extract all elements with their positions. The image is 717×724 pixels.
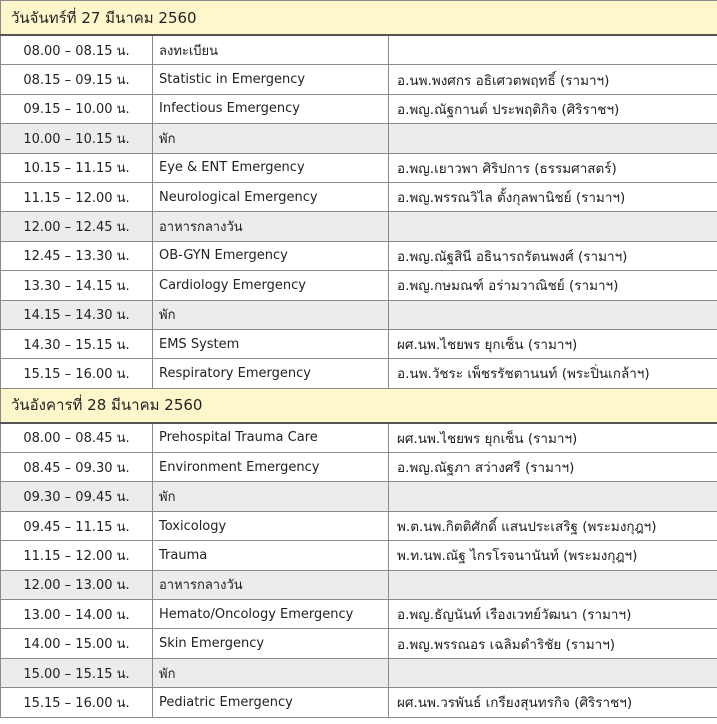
lecturer-cell: อ.พญ.เยาวพา ศิริปการ (ธรรมศาสตร์) (389, 153, 717, 182)
lecturer-cell (389, 124, 717, 153)
topic-cell: อาหารกลางวัน (153, 212, 389, 241)
session-row (1, 65, 717, 94)
lecturer-cell: พ.ต.นพ.กิตติศักดิ์ แสนประเสริฐ (พระมงกุฎฯ) (389, 511, 717, 540)
lecturer-cell (389, 570, 717, 599)
topic-cell: Environment Emergency (153, 453, 389, 482)
lecturer-cell: อ.พญ.ณัฐภา สว่างศรี (รามาฯ) (389, 453, 717, 482)
time-cell: 11.15 – 12.00 น. (1, 182, 153, 211)
break-row (1, 482, 717, 511)
time-cell: 13.00 – 14.00 น. (1, 600, 153, 629)
session-row (1, 153, 717, 182)
topic-cell: OB-GYN Emergency (153, 241, 389, 270)
lecturer-cell: ผศ.นพ.ไชยพร ยุกเซ็น (รามาฯ) (389, 329, 717, 358)
break-row (1, 570, 717, 599)
lecturer-cell (389, 212, 717, 241)
lecturer-cell: ผศ.นพ.ไชยพร ยุกเซ็น (รามาฯ) (389, 423, 717, 453)
topic-cell: EMS System (153, 329, 389, 358)
topic-cell: Infectious Emergency (153, 94, 389, 123)
topic-cell: Pediatric Emergency (153, 688, 389, 717)
topic-cell: ลงทะเบียน (153, 35, 389, 65)
time-cell: 14.00 – 15.00 น. (1, 629, 153, 658)
break-row (1, 300, 717, 329)
topic-cell: พัก (153, 482, 389, 511)
topic-cell: อาหารกลางวัน (153, 570, 389, 599)
session-row (1, 271, 717, 300)
time-cell: 10.15 – 11.15 น. (1, 153, 153, 182)
topic-cell: พัก (153, 658, 389, 687)
lecturer-cell: อ.นพ.พงศกร อธิเศวตพฤทธิ์ (รามาฯ) (389, 65, 717, 94)
lecturer-cell (389, 35, 717, 65)
lecturer-cell: พ.ท.นพ.ณัฐ ไกรโรจนานันท์ (พระมงกุฎฯ) (389, 541, 717, 570)
time-cell: 15.00 – 15.15 น. (1, 658, 153, 687)
topic-cell: Eye & ENT Emergency (153, 153, 389, 182)
session-row (1, 241, 717, 270)
lecturer-cell: ผศ.นพ.วรพันธ์ เกรียงสุนทรกิจ (ศิริราชฯ) (389, 688, 717, 717)
topic-cell: Neurological Emergency (153, 182, 389, 211)
lecturer-cell: อ.พญ.พรรณอร เฉลิมดำริชัย (รามาฯ) (389, 629, 717, 658)
session-row (1, 629, 717, 658)
day-header (1, 388, 717, 423)
topic-cell: Prehospital Trauma Care (153, 423, 389, 453)
time-cell: 12.45 – 13.30 น. (1, 241, 153, 270)
topic-cell: Statistic in Emergency (153, 65, 389, 94)
day-title: วันอังคารที่ 28 มีนาคม 2560 (1, 388, 717, 423)
topic-cell: Toxicology (153, 511, 389, 540)
topic-cell: Trauma (153, 541, 389, 570)
time-cell: 13.30 – 14.15 น. (1, 271, 153, 300)
time-cell: 15.15 – 16.00 น. (1, 359, 153, 388)
lecturer-cell (389, 482, 717, 511)
time-cell: 09.15 – 10.00 น. (1, 94, 153, 123)
time-cell: 14.30 – 15.15 น. (1, 329, 153, 358)
session-row (1, 688, 717, 717)
time-cell: 14.15 – 14.30 น. (1, 300, 153, 329)
lecturer-cell (389, 658, 717, 687)
topic-cell: พัก (153, 300, 389, 329)
lecturer-cell: อ.พญ.พรรณวิไล ตั้งกุลพานิชย์ (รามาฯ) (389, 182, 717, 211)
time-cell: 09.45 – 11.15 น. (1, 511, 153, 540)
session-row (1, 329, 717, 358)
topic-cell: Cardiology Emergency (153, 271, 389, 300)
lecturer-cell: อ.พญ.ธัญนันท์ เรืองเวทย์วัฒนา (รามาฯ) (389, 600, 717, 629)
time-cell: 08.45 – 09.30 น. (1, 453, 153, 482)
day-title: วันจันทร์ที่ 27 มีนาคม 2560 (1, 1, 717, 36)
lecturer-cell: อ.พญ.กษมณฑ์ อร่ามวาณิชย์ (รามาฯ) (389, 271, 717, 300)
session-row (1, 35, 717, 65)
time-cell: 15.15 – 16.00 น. (1, 688, 153, 717)
session-row (1, 94, 717, 123)
day-header (1, 1, 717, 36)
break-row (1, 212, 717, 241)
time-cell: 12.00 – 13.00 น. (1, 570, 153, 599)
time-cell: 09.30 – 09.45 น. (1, 482, 153, 511)
time-cell: 10.00 – 10.15 น. (1, 124, 153, 153)
topic-cell: Hemato/Oncology Emergency (153, 600, 389, 629)
time-cell: 11.15 – 12.00 น. (1, 541, 153, 570)
time-cell: 12.00 – 12.45 น. (1, 212, 153, 241)
session-row (1, 541, 717, 570)
session-row (1, 359, 717, 388)
time-cell: 08.15 – 09.15 น. (1, 65, 153, 94)
lecturer-cell: อ.พญ.ณัฐสินี อธินารถรัตนพงศ์ (รามาฯ) (389, 241, 717, 270)
session-row (1, 182, 717, 211)
topic-cell: Skin Emergency (153, 629, 389, 658)
topic-cell: พัก (153, 124, 389, 153)
break-row (1, 658, 717, 687)
break-row (1, 124, 717, 153)
lecturer-cell (389, 300, 717, 329)
time-cell: 08.00 – 08.15 น. (1, 35, 153, 65)
session-row (1, 453, 717, 482)
session-row (1, 600, 717, 629)
session-row (1, 423, 717, 453)
lecturer-cell: อ.นพ.วัชระ เพ็ชรรัชตานนท์ (พระปิ่นเกล้าฯ) (389, 359, 717, 388)
topic-cell: Respiratory Emergency (153, 359, 389, 388)
time-cell: 08.00 – 08.45 น. (1, 423, 153, 453)
session-row (1, 511, 717, 540)
lecturer-cell: อ.พญ.ณัฐกานต์ ประพฤติกิจ (ศิริราชฯ) (389, 94, 717, 123)
